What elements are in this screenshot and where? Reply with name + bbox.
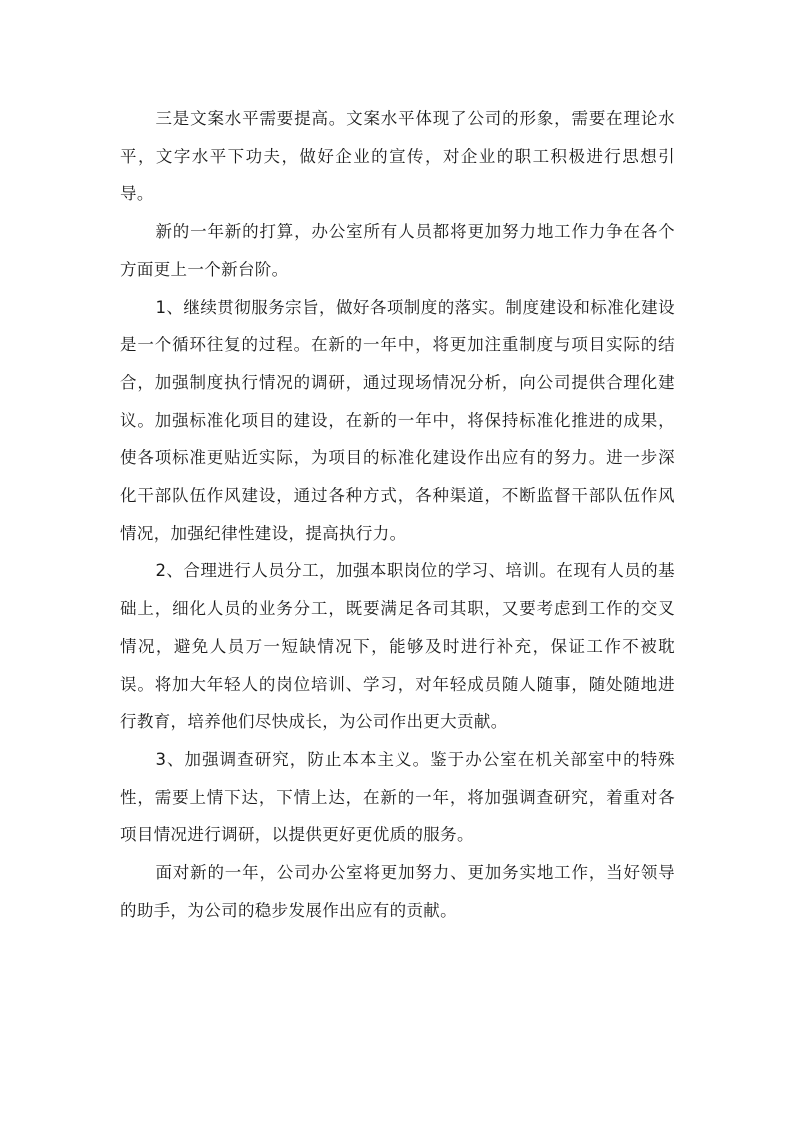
paragraph-new-year-plan: 新的一年新的打算，办公室所有人员都将更加努力地工作力争在各个方面更上一个新台阶。 xyxy=(120,222,675,279)
paragraph-item-2: 2、合理进行人员分工，加强本职岗位的学习、培训。在现有人员的基础上，细化人员的业务分工，既要满足各司其职，又要考虑到工作的交叉情况，避免人员万一短缺情况下，能够及时进行补充，保证工作不被耽误。将加大年轻人的岗位培训、学习，对年轻成员随人随事，随处随地进行教育，培养他们尽快成长，为公司作出更大贡献。 xyxy=(120,561,675,732)
paragraph-writing-level: 三是文案水平需要提高。文案水平体现了公司的形象，需要在理论水平，文字水平下功夫，做好企业的宣传，对企业的职工积极进行思想引导。 xyxy=(120,109,675,204)
document-body xyxy=(120,100,675,929)
paragraph-item-1: 1、继续贯彻服务宗旨，做好各项制度的落实。制度建设和标准化建设是一个循环往复的过程。在新的一年中，将更加注重制度与项目实际的结合，加强制度执行情况的调研，通过现场情况分析，向公司提供合理化建议。加强标准化项目的建设，在新的一年中，将保持标准化推进的成果，使各项标准更贴近实际，为项目的标准化建设作出应有的努力。进一步深化干部队伍作风建设，通过各种方式，各种渠道，不断监督干部队伍作风情况，加强纪律性建设，提高执行力。 xyxy=(120,297,675,543)
paragraph-item-3: 3、加强调查研究，防止本本主义。鉴于办公室在机关部室中的特殊性，需要上情下达，下情上达，在新的一年，将加强调查研究，着重对各项目情况进行调研，以提供更好更优质的服务。 xyxy=(120,749,675,845)
paragraph-conclusion: 面对新的一年，公司办公室将更加努力、更加务实地工作，当好领导的助手，为公司的稳步发展作出应有的贡献。 xyxy=(120,863,675,920)
